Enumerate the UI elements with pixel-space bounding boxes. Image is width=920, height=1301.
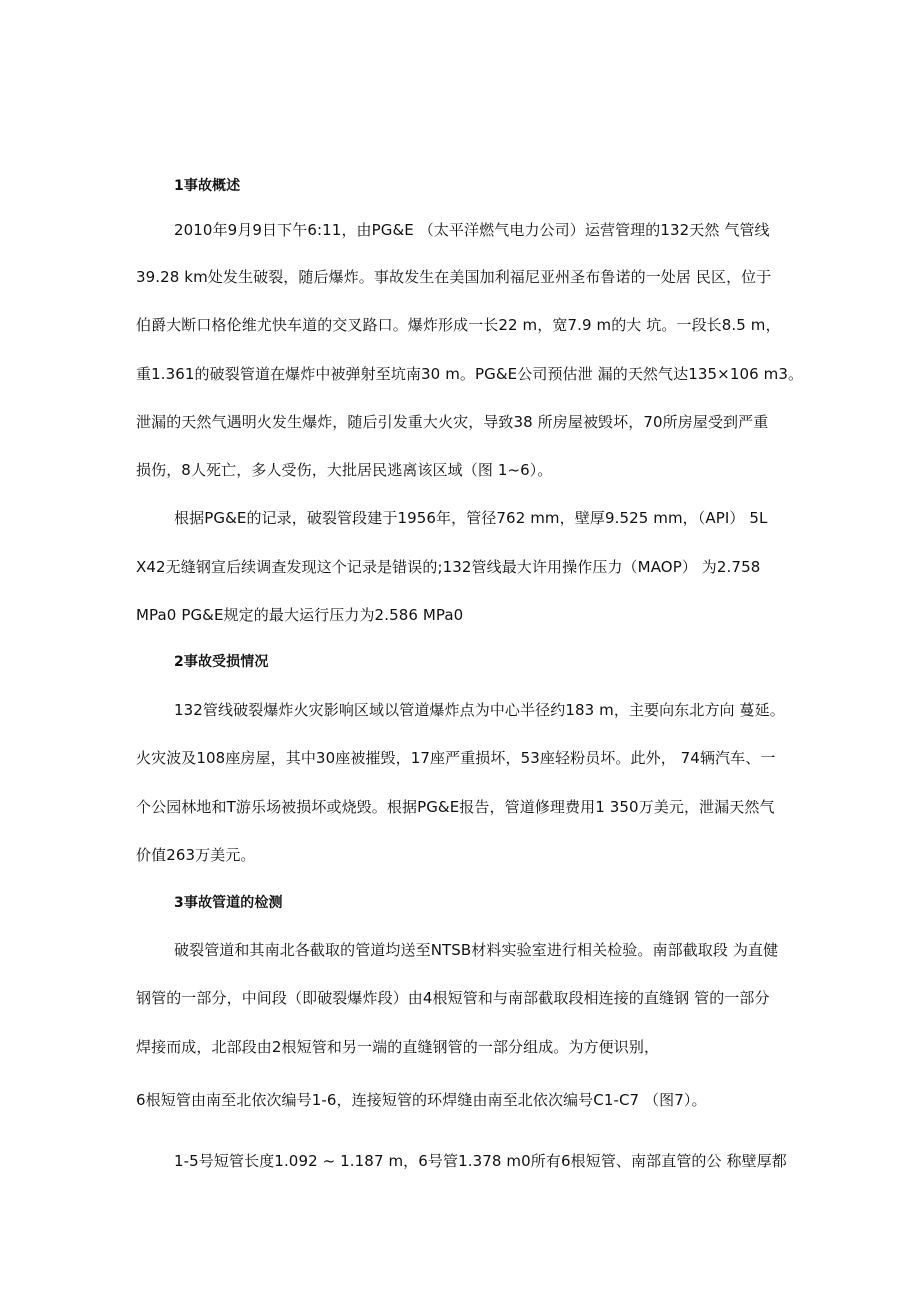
section-heading-2: 2事故受损情况 [174, 654, 269, 670]
paragraph-1-line-1: 2010年9月9日下午6:11，由PG&E （太平洋燃气电力公司）运营管理的132天然 气管线 [174, 221, 770, 239]
paragraph-4-line-4: 6根短管由南至北依次编号1-6，连接短管的环焊缝由南至北依次编号C1-C7 （图7）。 [136, 1091, 707, 1109]
paragraph-4-line-1: 破裂管道和其南北各截取的管道均送至NTSB材料实验室进行相关检验。南部截取段 为直健 [174, 941, 779, 959]
paragraph-1-line-3: 伯爵大断口格伦维尤快车道的交叉路口。爆炸形成一长22 m，宽7.9 m的大 坑。一段长8.5 m， [136, 316, 781, 334]
paragraph-3-line-3: 个公园林地和T游乐场被损坏或烧毁。根据PG&E报告，管道修理费用1 350万美元，泄漏天然气 [136, 798, 775, 816]
paragraph-1-line-6: 损伤，8人死亡，多人受伤，大批居民逃离该区域（图 1~6）。 [136, 461, 553, 479]
paragraph-1-line-2: 39.28 km处发生破裂，随后爆炸。事故发生在美国加利福尼亚州圣布鲁诺的一处居 民区，位于 [136, 268, 772, 286]
paragraph-4-line-3: 焊接而成，北部段由2根短管和另一端的直缝钢管的一部分组成。为方便识别， [136, 1038, 660, 1056]
paragraph-2-line-1: 根据PG&E的记录，破裂管段建于1956年，管径762 mm，壁厚9.525 mm，（API） 5L [174, 509, 768, 527]
paragraph-3-line-4: 价值263万美元。 [136, 846, 256, 864]
paragraph-2-line-2: X42无缝钢宣后续调查发现这个记录是错误的;132管线最大许用操作压力（MAOP） 为2.758 [136, 558, 761, 576]
section-heading-1: 1事故概述 [174, 178, 241, 194]
paragraph-2-line-3: MPa0 PG&E规定的最大运行压力为2.586 MPa0 [136, 606, 464, 624]
paragraph-5-line-1: 1-5号短管长度1.092 ~ 1.187 m，6号管1.378 m0所有6根短管、南部直管的公 称壁厚都 [174, 1152, 787, 1170]
paragraph-3-line-2: 火灾波及108座房屋，其中30座被摧毁，17座严重损坏，53座轻粉员坏。此外， 74辆汽车、一 [136, 749, 776, 767]
paragraph-3-line-1: 132管线破裂爆炸火灾影响区域以管道爆炸点为中心半径约183 m，主要向东北方向 蔓延。 [174, 701, 785, 719]
paragraph-1-line-4: 重1.361的破裂管道在爆炸中被弹射至坑南30 m。PG&E公司预估泄 漏的天然气达135×106 m3。 [136, 365, 804, 383]
section-heading-3: 3事故管道的检测 [174, 895, 283, 911]
paragraph-4-line-2: 钢管的一部分，中间段（即破裂爆炸段）由4根短管和与南部截取段相连接的直缝钢 管的一部分 [136, 989, 770, 1007]
paragraph-1-line-5: 泄漏的天然气遇明火发生爆炸，随后引发重大火灾，导致38 所房屋被毁坏，70所房屋受到严重 [136, 413, 769, 431]
